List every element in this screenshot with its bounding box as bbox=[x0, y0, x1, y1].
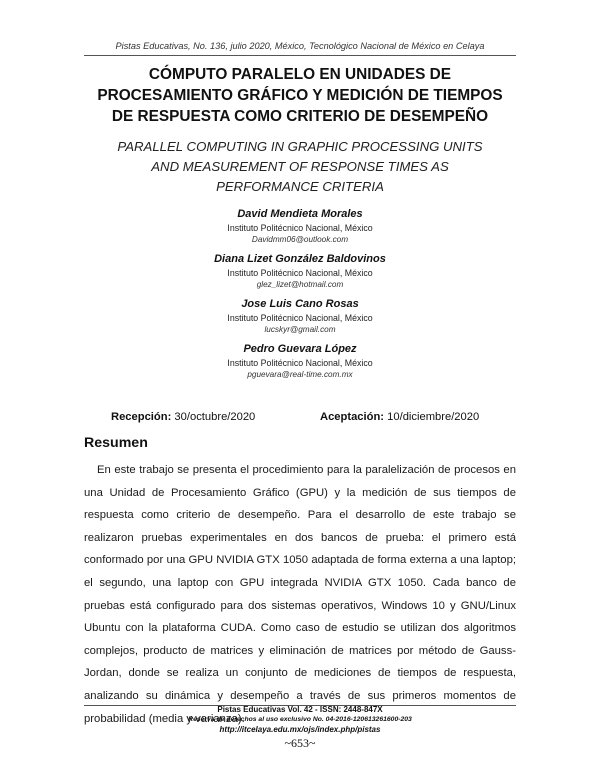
received-label: Recepción: bbox=[111, 411, 172, 423]
author-name: Diana Lizet González Baldovinos bbox=[214, 253, 386, 265]
footer-journal-issn: Pistas Educativas Vol. 42 - ISSN: 2448-847X bbox=[217, 705, 383, 714]
author-email[interactable]: Davidmm06@outlook.com bbox=[251, 235, 349, 244]
author-name: Jose Luis Cano Rosas bbox=[241, 298, 359, 310]
page-number: ~653~ bbox=[284, 736, 316, 750]
title-spanish-line: CÓMPUTO PARALELO EN UNIDADES DE bbox=[148, 66, 452, 83]
author-institution: Instituto Politécnico Nacional, México bbox=[227, 313, 373, 323]
title-english-line: PERFORMANCE CRITERIA bbox=[216, 179, 384, 194]
author-email[interactable]: lucskyr@gmail.com bbox=[264, 325, 336, 334]
footer-url[interactable]: http://itcelaya.edu.mx/ojs/index.php/pistas bbox=[219, 725, 381, 734]
author-name: David Mendieta Morales bbox=[237, 208, 363, 220]
author-block bbox=[0, 252, 600, 291]
accepted-date bbox=[320, 411, 479, 423]
footer-rights: Reserva de derechos al uso exclusivo No. 04-2016-120613261600-203 bbox=[188, 716, 412, 723]
title-english-line: PARALLEL COMPUTING IN GRAPHIC PROCESSING UNITS bbox=[117, 139, 483, 154]
title-spanish-line: DE RESPUESTA COMO CRITERIO DE DESEMPEÑO bbox=[111, 108, 489, 125]
title-spanish bbox=[60, 64, 540, 127]
author-list bbox=[0, 207, 600, 387]
running-header: Pistas Educativas, No. 136, julio 2020, México, Tecnológico Nacional de México en Celaya bbox=[115, 41, 485, 51]
abstract-body: En este trabajo se presenta el procedimiento para la paralelización de procesos en una Unidad de Procesamiento Gráfico (GPU) y la medición de sus tiempos de respuesta como criterio de desempeño. Para el desarrollo de este trabajo se realizaron pruebas experimentales en dos bancos de prueba: el primero está conformado por una GPU NVIDIA GTX 1050 adaptada de forma externa a una laptop; el segundo, una laptop con GPU integrada NVIDIA GTX 1050. Cada banco de pruebas está configurado para dos sistemas operativos, Windows 10 y GNU/Linux Ubuntu con la plataforma CUDA. Como caso de estudio se utilizan dos algoritmos complejos, producto de matrices y eliminación de matrices por método de Gauss-Jordan, donde se realiza un conjunto de mediciones de tiempos de respuesta, analizando su dinámica y desempeño a través de sus primeros momentos de probabilidad (media y varianza). bbox=[84, 464, 516, 725]
header-rule bbox=[84, 55, 516, 56]
page-footer bbox=[0, 704, 600, 751]
received-value: 30/octubre/2020 bbox=[171, 411, 256, 423]
title-english bbox=[70, 137, 530, 197]
title-spanish-line: PROCESAMIENTO GRÁFICO Y MEDICIÓN DE TIEMPOS bbox=[97, 87, 503, 104]
author-block bbox=[0, 207, 600, 246]
accepted-value: 10/diciembre/2020 bbox=[384, 411, 480, 423]
author-block bbox=[0, 297, 600, 336]
title-english-line: AND MEASUREMENT OF RESPONSE TIMES AS bbox=[151, 159, 449, 174]
received-date bbox=[111, 411, 255, 423]
author-email[interactable]: pguevara@real-time.com.mx bbox=[247, 370, 353, 379]
abstract-heading: Resumen bbox=[84, 435, 148, 451]
author-name: Pedro Guevara López bbox=[243, 343, 357, 355]
accepted-label: Aceptación: bbox=[320, 411, 385, 423]
author-block bbox=[0, 342, 600, 381]
author-institution: Instituto Politécnico Nacional, México bbox=[227, 358, 373, 368]
author-institution: Instituto Politécnico Nacional, México bbox=[227, 268, 373, 278]
author-email[interactable]: glez_lizet@hotmail.com bbox=[256, 280, 344, 289]
author-institution: Instituto Politécnico Nacional, México bbox=[227, 223, 373, 233]
